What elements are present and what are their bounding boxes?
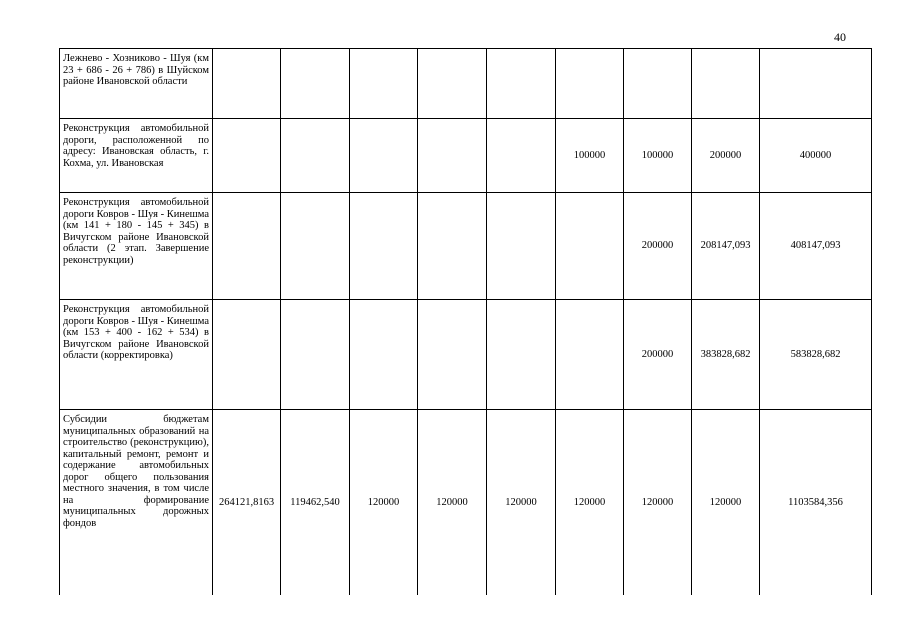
row-description: Реконструкция автомобильной дороги Ковров - Шуя - Кинешма (км 153 + 400 - 162 + 534) в Вичугском районе Ивановской области (корректировка) [60,300,213,410]
table-cell: 264121,8163 [213,410,281,595]
table-cell: 100000 [556,119,624,193]
table-cell: 200000 [692,119,760,193]
table-cell [213,300,281,410]
table-cell [213,49,281,119]
table-row [60,49,872,119]
table-cell [213,119,281,193]
table-cell [624,49,692,119]
table-cell: 120000 [624,410,692,595]
table-cell: 408147,093 [760,193,872,300]
table-cell: 383828,682 [692,300,760,410]
table-cell [487,300,556,410]
table-cell: 120000 [692,410,760,595]
table-cell: 1103584,356 [760,410,872,595]
row-description: Субсидии бюджетам муниципальных образований на строительство (реконструкцию), капитальный ремонт, ремонт и содержание автомобильных дорог общего пользования местного значения, в том числе на формирование муниципальных дорожных фондов [60,410,213,595]
table-cell [487,49,556,119]
row-description: Реконструкция автомобильной дороги Ковров - Шуя - Кинешма (км 141 + 180 - 145 + 345) в Вичугском районе Ивановской области (2 этап. Завершение реконструкции) [60,193,213,300]
table-cell [350,119,418,193]
table-row [60,410,872,595]
table-cell: 208147,093 [692,193,760,300]
table-cell [281,119,350,193]
table-cell [350,193,418,300]
table-cell [281,49,350,119]
table-cell: 200000 [624,193,692,300]
table-row [60,300,872,410]
financing-table [59,48,872,595]
table-cell: 119462,540 [281,410,350,595]
page-number: 40 [834,30,846,44]
table-cell: 120000 [418,410,487,595]
table-cell: 120000 [487,410,556,595]
table-cell [556,193,624,300]
table-cell [213,193,281,300]
table-cell [556,300,624,410]
table-cell: 583828,682 [760,300,872,410]
table-cell: 200000 [624,300,692,410]
table-cell [281,300,350,410]
table-cell [281,193,350,300]
table-cell: 400000 [760,119,872,193]
table-cell [418,193,487,300]
table-cell [760,49,872,119]
table-row [60,193,872,300]
table-cell [487,119,556,193]
table-cell: 120000 [556,410,624,595]
table-cell [350,49,418,119]
table-cell [350,300,418,410]
table-cell [487,193,556,300]
row-description: Лежнево - Хозниково - Шуя (км 23 + 686 - 26 + 786) в Шуйском районе Ивановской области [60,49,213,119]
table-cell: 120000 [350,410,418,595]
row-description: Реконструкция автомобильной дороги, расположенной по адресу: Ивановская область, г. Кохма, ул. Ивановская [60,119,213,193]
table-cell [418,119,487,193]
table-row [60,119,872,193]
table-cell [418,300,487,410]
table-cell [556,49,624,119]
table-cell [692,49,760,119]
table-cell: 100000 [624,119,692,193]
table-cell [418,49,487,119]
